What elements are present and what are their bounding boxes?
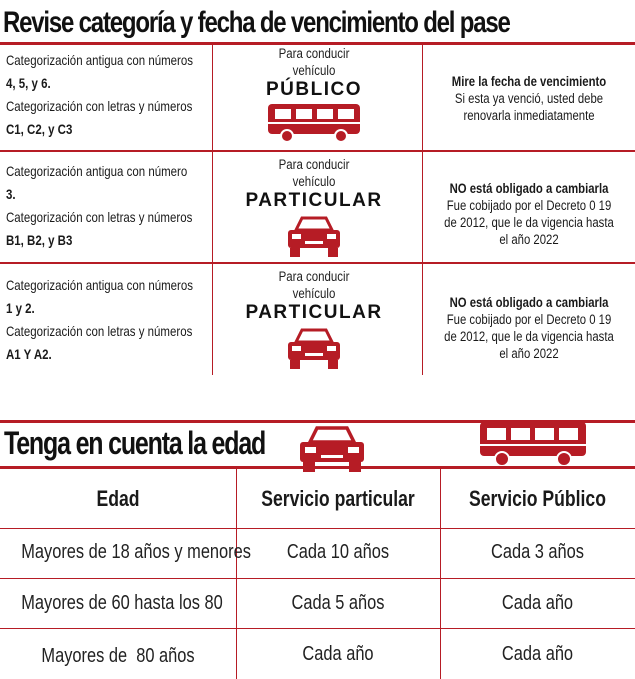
header-publico: Servicio Público [469, 486, 606, 511]
drive-line2: vehículo [292, 63, 336, 78]
note-body: Fue cobijado por el Decreto 0 19 de 2012, que le da vigencia hasta el año 2022 [444, 312, 614, 361]
note-title: NO está obligado a cambiarla [449, 295, 609, 310]
vehicle-cell [214, 156, 414, 265]
new-category-value: C1, C2, y C3 [6, 121, 73, 137]
note-cell [425, 73, 633, 124]
cell-publico: Cada año [501, 643, 574, 665]
note-title: NO está obligado a cambiarla [449, 181, 609, 196]
vehicle-cell [214, 268, 414, 377]
header-particular: Servicio particular [261, 486, 415, 511]
vehicle-cell [214, 45, 414, 148]
vehicle-type: PARTICULAR [245, 302, 383, 323]
category-row [0, 264, 635, 375]
car-icon [284, 214, 344, 260]
old-category-label: Categorización antigua con números [6, 52, 193, 68]
cell-publico: Cada año [501, 592, 574, 614]
bus-icon [266, 103, 362, 143]
title-rule [0, 466, 635, 469]
drive-line2: vehículo [292, 286, 336, 301]
category-text [6, 49, 193, 141]
section2-title: Tenga en cuenta la edad [4, 425, 266, 461]
new-category-label: Categorización con letras y números [6, 209, 193, 225]
new-category-value: A1 Y A2. [6, 346, 52, 362]
category-row [0, 45, 635, 151]
row-divider [0, 578, 635, 579]
cell-particular: Cada 5 años [291, 592, 385, 614]
category-row [0, 152, 635, 263]
note-cell [425, 294, 633, 362]
new-category-label: Categorización con letras y números [6, 323, 193, 339]
note-body: Fue cobijado por el Decreto 0 19 de 2012, que le da vigencia hasta el año 2022 [444, 198, 614, 247]
table-row [0, 592, 635, 620]
cell-particular: Cada año [302, 643, 374, 665]
note-title: Mire la fecha de vencimiento [451, 74, 607, 89]
car-icon [284, 326, 344, 372]
note-body: Si esta ya venció, usted debe renovarla inmediatamente [454, 91, 604, 123]
old-category-label: Categorización antigua con número [6, 163, 188, 179]
drive-line1: Para conducir [278, 157, 350, 172]
drive-line1: Para conducir [278, 46, 350, 61]
old-category-value: 3. [6, 186, 16, 202]
header-edad: Edad [96, 486, 140, 511]
table-row [0, 541, 635, 569]
old-category-value: 1 y 2. [6, 300, 35, 316]
cell-edad: Mayores de 80 años [41, 645, 195, 667]
vehicle-type: PÚBLICO [266, 79, 362, 100]
row-divider [0, 528, 635, 529]
cell-publico: Cada 3 años [490, 541, 584, 563]
bus-icon [478, 420, 588, 468]
old-category-label: Categorización antigua con números [6, 277, 193, 293]
new-category-label: Categorización con letras y números [6, 98, 193, 114]
section1-title: Revise categoría y fecha de vencimiento del pase [3, 6, 510, 39]
cell-particular: Cada 10 años [286, 541, 390, 563]
table-row [0, 643, 635, 671]
cell-edad: Mayores de 60 hasta los 80 [21, 592, 223, 614]
row-divider [0, 628, 635, 629]
drive-line1: Para conducir [278, 269, 350, 284]
table-header-row [0, 486, 635, 516]
note-cell [425, 180, 633, 248]
drive-line2: vehículo [292, 174, 336, 189]
cell-edad: Mayores de 18 años y menores [21, 541, 251, 563]
category-text [6, 274, 193, 366]
category-text [6, 160, 192, 252]
old-category-value: 4, 5, y 6. [6, 75, 51, 91]
vehicle-type: PARTICULAR [245, 190, 383, 211]
new-category-value: B1, B2, y B3 [6, 232, 73, 248]
